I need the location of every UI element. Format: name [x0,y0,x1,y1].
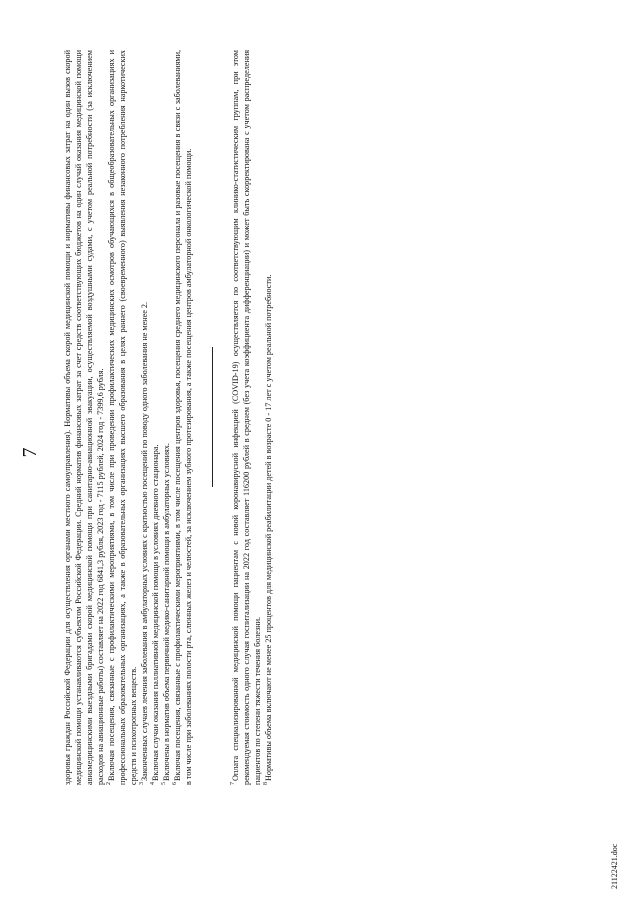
footnote-mark: 4 [150,782,157,785]
footnote-text: Включены в норматив объема первичной медико-санитарной помощи в амбулаторных условиях. [162,443,171,781]
footnote-text: Нормативы объема включают не менее 25 процентов для медицинской реабилитации детей в возрасте 0 - 17 лет с учетом реальной потребности. [264,274,273,781]
footnote-mark: 8 [263,782,270,785]
footnote-text: Включая случаи оказания паллиативной медицинской помощи в условиях дневного стационара. [151,444,160,781]
footnote-text: Включая посещения, связанные с профилактическими мероприятиями, в том числе при проведении профилактических медицинских осмотров обучающихся в общеобразовательных организациях и профессиональных образовательных организациях, а также в образовательных организациях высшего образования в целях раннего (своевременного) выявления незаконного потребления наркотических средств и психотропных веществ. [107,50,138,785]
footnote-mark: 5 [161,782,168,785]
text-block [62,50,274,785]
footnote-text: Включая посещения, связанные с профилактическими мероприятиями, в том числе посещения центров здоровья, посещения среднего медицинского персонала и разовые посещения в связи с заболеваниями, в том числе при заболеваниях полости рта, слюнных желез и челюстей, за исключением зубного протезирования, а также посещения центров амбулаторной онкологической помощи. [173,50,193,785]
footnote-separator-rule [212,348,213,488]
footnote-mark: 7 [230,782,237,785]
body-paragraph: здоровья граждан Российской Федерации для осуществления органами местного самоуправления). Нормативы объема скорой медицинской помощи и нормативы финансовых затрат на один вызов скорой медицинской помощи устанавливаются субъектом Российской Федерации. Средний норматив финансовых затрат за счет средств соответствующих бюджетов на один случай оказания медицинской помощи авиамедицинскими выездными бригадами скорой медицинской помощи при санитарно-авиационной эвакуации, осуществляемой воздушными судами, с учетом реальной потребности (за исключением расходов на авиационные работы) составляет на 2022 год 6841,3 рубля, 2023 год - 7115 рублей, 2024 год - 7399,6 рубля. [63,50,105,785]
file-name-label: 21122421.doc [610,843,619,889]
footnote-2 [106,50,139,785]
footnote-text: Законченных случаев лечения заболевания в амбулаторных условиях с кратностью посещений по поводу одного заболевания не менее 2. [140,301,149,781]
footnote-6 [172,50,194,785]
footnote-7 [230,50,263,785]
footnote-8 [263,50,274,785]
footnote-mark: 2 [106,782,113,785]
footnote-3 [139,50,150,785]
footnote-4 [150,50,161,785]
footnote-text: Оплата специализированной медицинской помощи пациентам с новой коронавирусной инфекцией (COVID-19) осуществляется по соответствующим клинико-статистическим группам, при этом рекомендуемая стоимость одного случая госпитализации на 2022 год составляет 116200 рублей в среднем (без учета коэффициента дифференциации) и может быть скорректирована с учетом распределения пациентов по степени тяжести течения болезни. [231,50,262,785]
footnote-mark: 6 [172,782,179,785]
page-number: 7 [19,447,41,458]
footnote-mark: 3 [139,782,146,785]
footnote-5 [161,50,172,785]
